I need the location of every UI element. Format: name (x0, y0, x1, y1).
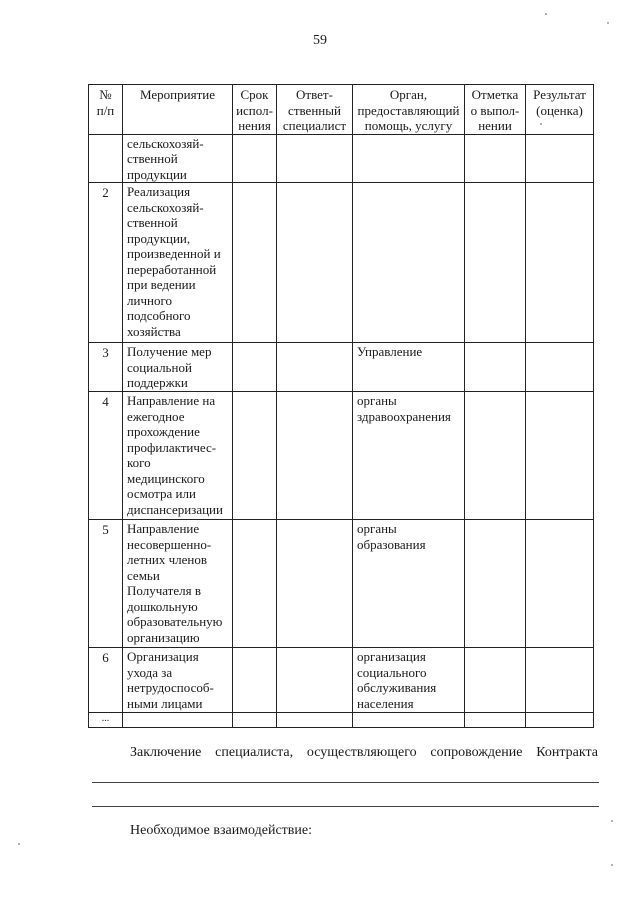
scan-speck (611, 864, 613, 866)
row-number: 6 (89, 648, 123, 713)
header-specialist: Ответ- ственный специалист (277, 85, 353, 135)
row-number (89, 134, 123, 183)
row-specialist (277, 648, 353, 713)
row-mark (465, 648, 526, 713)
header-number: № п/п (89, 85, 123, 135)
page-number: 59 (313, 33, 327, 48)
header-term: Срок испол- нения (233, 85, 277, 135)
row-number: 2 (89, 183, 123, 343)
row-term (233, 343, 277, 392)
row-mark (465, 134, 526, 183)
table-row (89, 343, 594, 392)
table-header-row (89, 85, 594, 135)
row-specialist (277, 392, 353, 520)
row-organ (353, 183, 465, 343)
table-row (89, 713, 594, 728)
row-organ: организация социального обслуживания населения (353, 648, 465, 713)
row-activity: Реализация сельскохозяй- ственной продукции, произведенной и переработанной при ведении личного подсобного хозяйства (123, 183, 233, 343)
row-mark (465, 183, 526, 343)
conclusion-blank-line-2 (92, 806, 599, 807)
header-activity: Мероприятие (123, 85, 233, 135)
table-row (89, 134, 594, 183)
scan-speck (545, 13, 547, 15)
row-activity: Направление на ежегодное прохождение профилактичес- кого медицинского осмотра или диспансеризации (123, 392, 233, 520)
row-activity: Организация ухода за нетрудоспособ- ными лицами (123, 648, 233, 713)
row-result (526, 520, 594, 648)
row-organ: Управление (353, 343, 465, 392)
row-term (233, 134, 277, 183)
row-organ (353, 713, 465, 728)
row-mark (465, 520, 526, 648)
header-result: Результат (оценка) (526, 85, 594, 135)
table-row (89, 183, 594, 343)
row-number: ... (89, 713, 123, 728)
interaction-label: Необходимое взаимодействие: (130, 823, 313, 838)
table-row (89, 648, 594, 713)
row-number: 3 (89, 343, 123, 392)
row-term (233, 392, 277, 520)
row-term (233, 183, 277, 343)
row-specialist (277, 520, 353, 648)
row-specialist (277, 134, 353, 183)
row-result (526, 134, 594, 183)
header-mark: Отметка о выпол- нении (465, 85, 526, 135)
row-activity: Направление несовершенно- летних членов семьи Получателя в дошкольную образовательную организацию (123, 520, 233, 648)
row-specialist (277, 343, 353, 392)
scan-speck (611, 820, 613, 822)
specialist-conclusion-label (130, 745, 598, 761)
table-row (89, 520, 594, 648)
row-mark (465, 343, 526, 392)
scan-speck (540, 123, 542, 125)
row-activity: Получение мер социальной поддержки (123, 343, 233, 392)
row-term (233, 648, 277, 713)
scan-speck (18, 843, 20, 845)
row-result (526, 648, 594, 713)
row-number: 5 (89, 520, 123, 648)
row-specialist (277, 713, 353, 728)
table-row (89, 392, 594, 520)
row-term (233, 713, 277, 728)
row-organ: органы здравоохранения (353, 392, 465, 520)
row-activity (123, 713, 233, 728)
row-mark (465, 713, 526, 728)
row-result (526, 713, 594, 728)
row-result (526, 183, 594, 343)
row-term (233, 520, 277, 648)
conclusion-blank-line-1 (92, 782, 599, 783)
header-organ: Орган, предоставляющий помощь, услугу (353, 85, 465, 135)
row-number: 4 (89, 392, 123, 520)
row-result (526, 343, 594, 392)
activity-plan-table (88, 84, 594, 728)
row-mark (465, 392, 526, 520)
row-organ (353, 134, 465, 183)
specialist-conclusion-text: Заключение специалиста, осуществляющего сопровождение Контракта (130, 745, 598, 760)
row-result (526, 392, 594, 520)
row-activity: сельскохозяй- ственной продукции (123, 134, 233, 183)
row-specialist (277, 183, 353, 343)
row-organ: органы образования (353, 520, 465, 648)
scan-speck (607, 22, 609, 24)
